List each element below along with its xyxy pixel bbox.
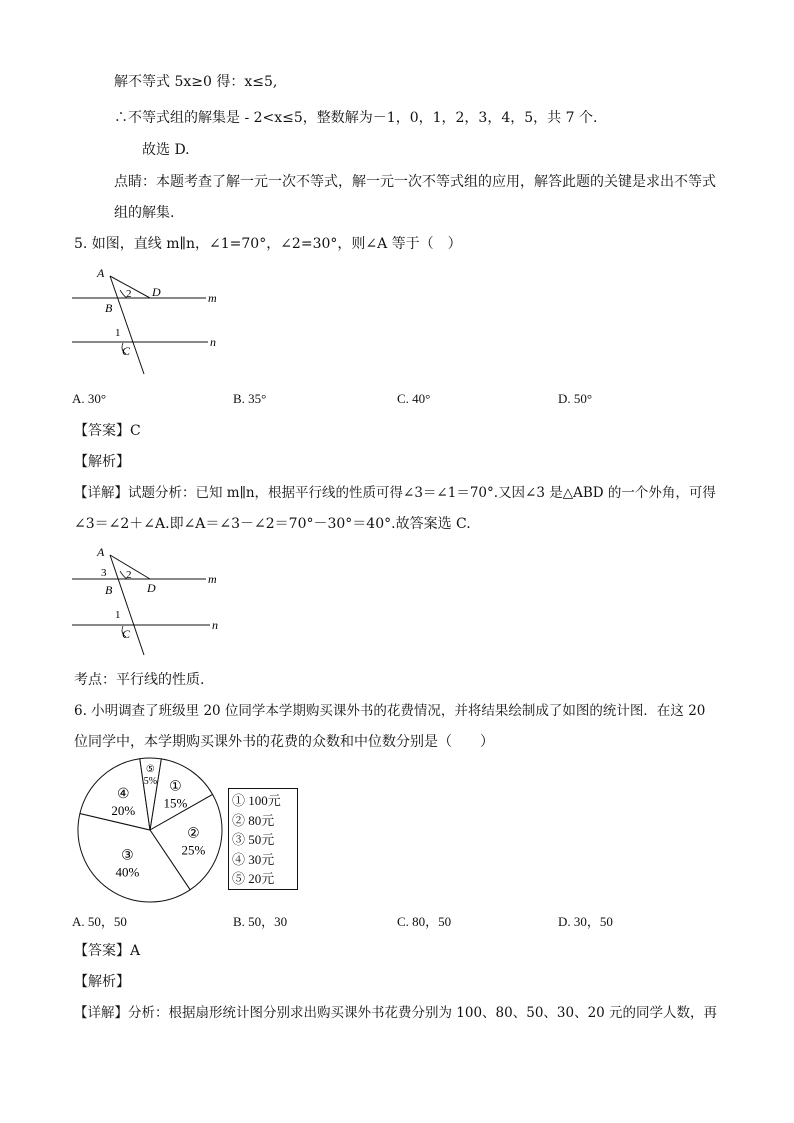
pie-slice-value: 15% (163, 795, 188, 811)
pie-slice-value: 40% (115, 864, 140, 880)
label-angle-1: 1 (115, 327, 121, 339)
solution-line-3: 故选 D. (142, 142, 190, 158)
solution-line-2: ∴不等式组的解集是 - 2<x≤5，整数解为－1，0，1，2，3，4，5，共 7 个. (114, 110, 598, 126)
pie-slice-label: ② (187, 826, 200, 842)
label-angle-3: 3 (101, 567, 107, 579)
legend-item: ③ 50元 (232, 832, 275, 847)
label-m: m (208, 291, 217, 305)
q5-figure-1 (70, 264, 230, 379)
comment-line-1: 点睛：本题考查了解一元一次不等式，解一元一次不等式组的应用，解答此题的关键是求出不等式 (114, 174, 716, 190)
q6-option-d: D. 30，50 (558, 914, 613, 929)
q5-detail-1: 【详解】试题分析：已知 m∥n，根据平行线的性质可得∠3＝∠1＝70°.又因∠3 是△ABD 的一个外角，可得 (74, 485, 716, 501)
q6-analysis: 【解析】 (74, 974, 130, 990)
q6-detail-1: 【详解】分析：根据扇形统计图分别求出购买课外书花费分别为 100、80、50、30、20 元的同学人数，再 (74, 1005, 718, 1021)
q6-answer: 【答案】A (74, 943, 141, 959)
comment-line-2: 组的解集. (114, 205, 175, 221)
label-B: B (105, 583, 113, 597)
q6-option-a: A. 50，50 (72, 914, 127, 929)
label-C: C (122, 344, 131, 358)
label-angle-2: 2 (126, 288, 132, 300)
label-angle-2: 2 (126, 569, 132, 581)
label-D: D (147, 581, 156, 595)
pie-slice-label: ① (169, 779, 182, 795)
q5-option-a: A. 30° (72, 391, 107, 406)
pie-slice-label: ⑤ (145, 763, 155, 775)
q5-answer: 【答案】C (74, 423, 141, 439)
pie-slice-value: 20% (111, 802, 136, 818)
pie-slice-label: ④ (117, 786, 130, 802)
q6-pie-chart (70, 756, 230, 906)
legend-item: ① 100元 (232, 793, 281, 808)
q5-option-c: C. 40° (397, 391, 431, 406)
label-m: m (208, 572, 217, 586)
label-C: C (122, 627, 131, 641)
legend-item: ④ 30元 (232, 851, 275, 867)
legend-item: ⑤ 20元 (232, 871, 275, 886)
pie-slice-value: 25% (181, 842, 206, 858)
label-A: A (97, 266, 105, 280)
label-angle-1: 1 (115, 609, 121, 621)
label-D: D (152, 285, 161, 299)
q5-stem: 5. 如图，直线 m∥n，∠1=70°，∠2=30°，则∠A 等于（ ） (74, 236, 462, 252)
label-B: B (105, 301, 113, 315)
pie-slice-value: 5% (143, 775, 158, 787)
legend-item: ② 80元 (232, 812, 275, 828)
q5-kaodian: 考点：平行线的性质. (74, 672, 205, 688)
label-n: n (210, 335, 216, 349)
q6-stem-2: 位同学中，本学期购买课外书的花费的众数和中位数分别是（ ） (74, 734, 494, 750)
q6-legend (228, 788, 298, 890)
q6-option-b: B. 50，30 (233, 914, 288, 929)
q5-figure-2 (70, 545, 230, 660)
q5-option-d: D. 50° (558, 391, 593, 406)
solution-line-1: 解不等式 5x≥0 得：x≤5, (114, 74, 278, 90)
label-n: n (212, 618, 218, 632)
q5-detail-2: ∠3＝∠2＋∠A.即∠A＝∠3－∠2＝70°－30°＝40°.故答案选 C. (74, 516, 471, 532)
q6-option-c: C. 80，50 (397, 914, 452, 929)
q5-option-b: B. 35° (233, 391, 267, 406)
pie-slice-label: ③ (121, 848, 134, 864)
label-A: A (97, 545, 105, 559)
q6-stem-1: 6. 小明调查了班级里 20 位同学本学期购买课外书的花费情况，并将结果绘制成了如图的统计图．在这 20 (74, 703, 706, 719)
q5-analysis: 【解析】 (74, 454, 130, 470)
